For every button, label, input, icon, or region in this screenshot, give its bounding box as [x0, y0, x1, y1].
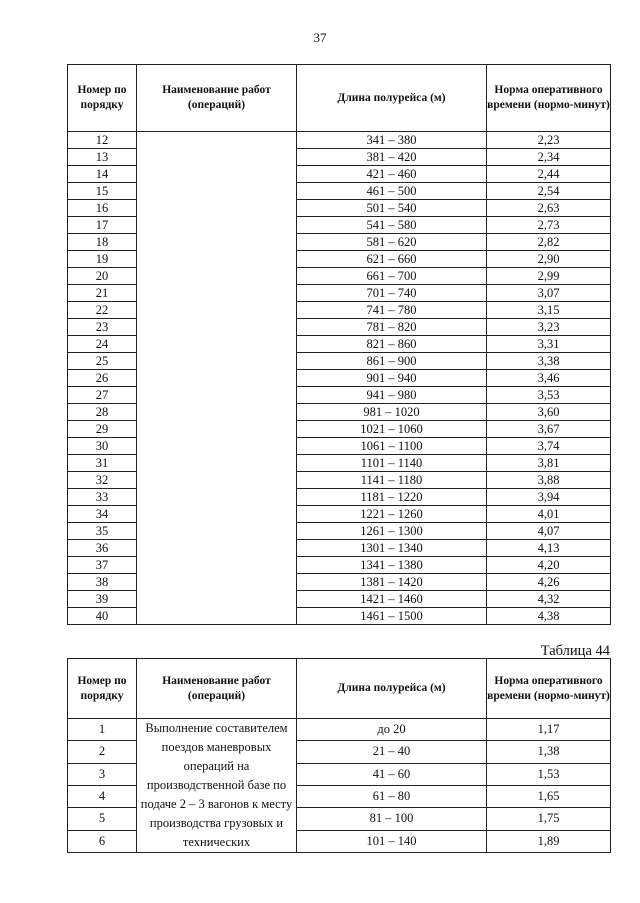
length-range: 1141 – 1180: [297, 472, 487, 489]
norm-time-value: 3,31: [487, 336, 611, 353]
row-number: 21: [68, 285, 137, 302]
row-number: 34: [68, 506, 137, 523]
row-number: 29: [68, 421, 137, 438]
row-number: 25: [68, 353, 137, 370]
row-number: 17: [68, 217, 137, 234]
row-number: 1: [68, 719, 137, 741]
header-operation: Наименование работ (операций): [137, 65, 297, 132]
row-number: 3: [68, 763, 137, 785]
row-number: 26: [68, 370, 137, 387]
row-number: 4: [68, 785, 137, 807]
table-header-row: [68, 65, 611, 132]
row-number: 40: [68, 608, 137, 625]
header-operation: Наименование работ (операций): [137, 659, 297, 719]
row-number: 16: [68, 200, 137, 217]
row-number: 5: [68, 808, 137, 830]
norm-time-value: 4,32: [487, 591, 611, 608]
length-range: до 20: [297, 719, 487, 741]
row-number: 38: [68, 574, 137, 591]
row-number: 6: [68, 830, 137, 852]
row-number: 32: [68, 472, 137, 489]
row-number: 13: [68, 149, 137, 166]
norm-time-value: 2,90: [487, 251, 611, 268]
row-number: 23: [68, 319, 137, 336]
table-caption: Таблица 44: [540, 643, 610, 659]
length-range: 341 – 380: [297, 132, 487, 149]
length-range: 1101 – 1140: [297, 455, 487, 472]
length-range: 941 – 980: [297, 387, 487, 404]
row-number: 20: [68, 268, 137, 285]
length-range: 661 – 700: [297, 268, 487, 285]
header-length: Длина полурейса (м): [297, 65, 487, 132]
length-range: 1181 – 1220: [297, 489, 487, 506]
row-number: 35: [68, 523, 137, 540]
norm-time-value: 1,53: [487, 763, 611, 785]
header-length: Длина полурейса (м): [297, 659, 487, 719]
length-range: 61 – 80: [297, 785, 487, 807]
length-range: 541 – 580: [297, 217, 487, 234]
row-number: 14: [68, 166, 137, 183]
row-number: 22: [68, 302, 137, 319]
norm-time-value: 4,13: [487, 540, 611, 557]
length-range: 781 – 820: [297, 319, 487, 336]
header-number: Номер по порядку: [68, 65, 137, 132]
length-range: 21 – 40: [297, 741, 487, 763]
norm-time-value: 1,17: [487, 719, 611, 741]
length-range: 701 – 740: [297, 285, 487, 302]
table-header-row: [68, 659, 611, 719]
length-range: 81 – 100: [297, 808, 487, 830]
page-number: 37: [313, 30, 327, 45]
length-range: 41 – 60: [297, 763, 487, 785]
header-norm-time: Норма оперативного времени (нормо-минут): [487, 659, 611, 719]
length-range: 821 – 860: [297, 336, 487, 353]
norm-time-value: 2,54: [487, 183, 611, 200]
norm-time-value: 2,82: [487, 234, 611, 251]
length-range: 381 – 420: [297, 149, 487, 166]
operation-description: Выполнение составителем поездов маневровых операций на производственной базе по подаче 2 – 3 вагонов к месту производства грузовых и технических: [137, 719, 297, 853]
table-row: [68, 719, 611, 741]
norm-time-value: 3,67: [487, 421, 611, 438]
length-range: 981 – 1020: [297, 404, 487, 421]
length-range: 1461 – 1500: [297, 608, 487, 625]
norm-time-value: 3,60: [487, 404, 611, 421]
row-number: 18: [68, 234, 137, 251]
row-number: 19: [68, 251, 137, 268]
length-range: 861 – 900: [297, 353, 487, 370]
row-number: 24: [68, 336, 137, 353]
length-range: 1341 – 1380: [297, 557, 487, 574]
row-number: 33: [68, 489, 137, 506]
length-range: 1261 – 1300: [297, 523, 487, 540]
length-range: 1301 – 1340: [297, 540, 487, 557]
header-norm-time: Норма оперативного времени (нормо-минут): [487, 65, 611, 132]
length-range: 461 – 500: [297, 183, 487, 200]
row-number: 31: [68, 455, 137, 472]
row-number: 30: [68, 438, 137, 455]
length-range: 621 – 660: [297, 251, 487, 268]
norm-time-value: 4,20: [487, 557, 611, 574]
norm-time-value: 3,81: [487, 455, 611, 472]
norm-time-value: 1,38: [487, 741, 611, 763]
norm-time-value: 4,38: [487, 608, 611, 625]
norm-time-value: 2,44: [487, 166, 611, 183]
operation-cell: [137, 132, 297, 625]
norm-time-value: 4,07: [487, 523, 611, 540]
row-number: 15: [68, 183, 137, 200]
header-number: Номер по порядку: [68, 659, 137, 719]
norm-time-value: 2,99: [487, 268, 611, 285]
norm-time-value: 3,94: [487, 489, 611, 506]
row-number: 27: [68, 387, 137, 404]
norm-time-value: 4,01: [487, 506, 611, 523]
length-range: 741 – 780: [297, 302, 487, 319]
norm-time-value: 1,65: [487, 785, 611, 807]
norm-time-value: 2,23: [487, 132, 611, 149]
norm-time-value: 2,73: [487, 217, 611, 234]
length-range: 1381 – 1420: [297, 574, 487, 591]
length-range: 501 – 540: [297, 200, 487, 217]
norm-time-value: 3,74: [487, 438, 611, 455]
row-number: 28: [68, 404, 137, 421]
norm-time-value: 2,34: [487, 149, 611, 166]
norm-time-value: 3,07: [487, 285, 611, 302]
row-number: 39: [68, 591, 137, 608]
norm-time-value: 1,89: [487, 830, 611, 852]
length-range: 581 – 620: [297, 234, 487, 251]
row-number: 36: [68, 540, 137, 557]
length-range: 901 – 940: [297, 370, 487, 387]
norms-table-44: [67, 658, 611, 853]
norm-time-value: 3,88: [487, 472, 611, 489]
norm-time-value: 3,53: [487, 387, 611, 404]
norm-time-value: 3,46: [487, 370, 611, 387]
length-range: 1021 – 1060: [297, 421, 487, 438]
length-range: 1421 – 1460: [297, 591, 487, 608]
row-number: 12: [68, 132, 137, 149]
norm-time-value: 2,63: [487, 200, 611, 217]
table-row: [68, 132, 611, 149]
length-range: 101 – 140: [297, 830, 487, 852]
norm-time-value: 1,75: [487, 808, 611, 830]
norm-time-value: 3,15: [487, 302, 611, 319]
norms-table-continued: [67, 64, 611, 625]
length-range: 421 – 460: [297, 166, 487, 183]
norm-time-value: 3,38: [487, 353, 611, 370]
row-number: 37: [68, 557, 137, 574]
row-number: 2: [68, 741, 137, 763]
norm-time-value: 3,23: [487, 319, 611, 336]
norm-time-value: 4,26: [487, 574, 611, 591]
length-range: 1221 – 1260: [297, 506, 487, 523]
length-range: 1061 – 1100: [297, 438, 487, 455]
